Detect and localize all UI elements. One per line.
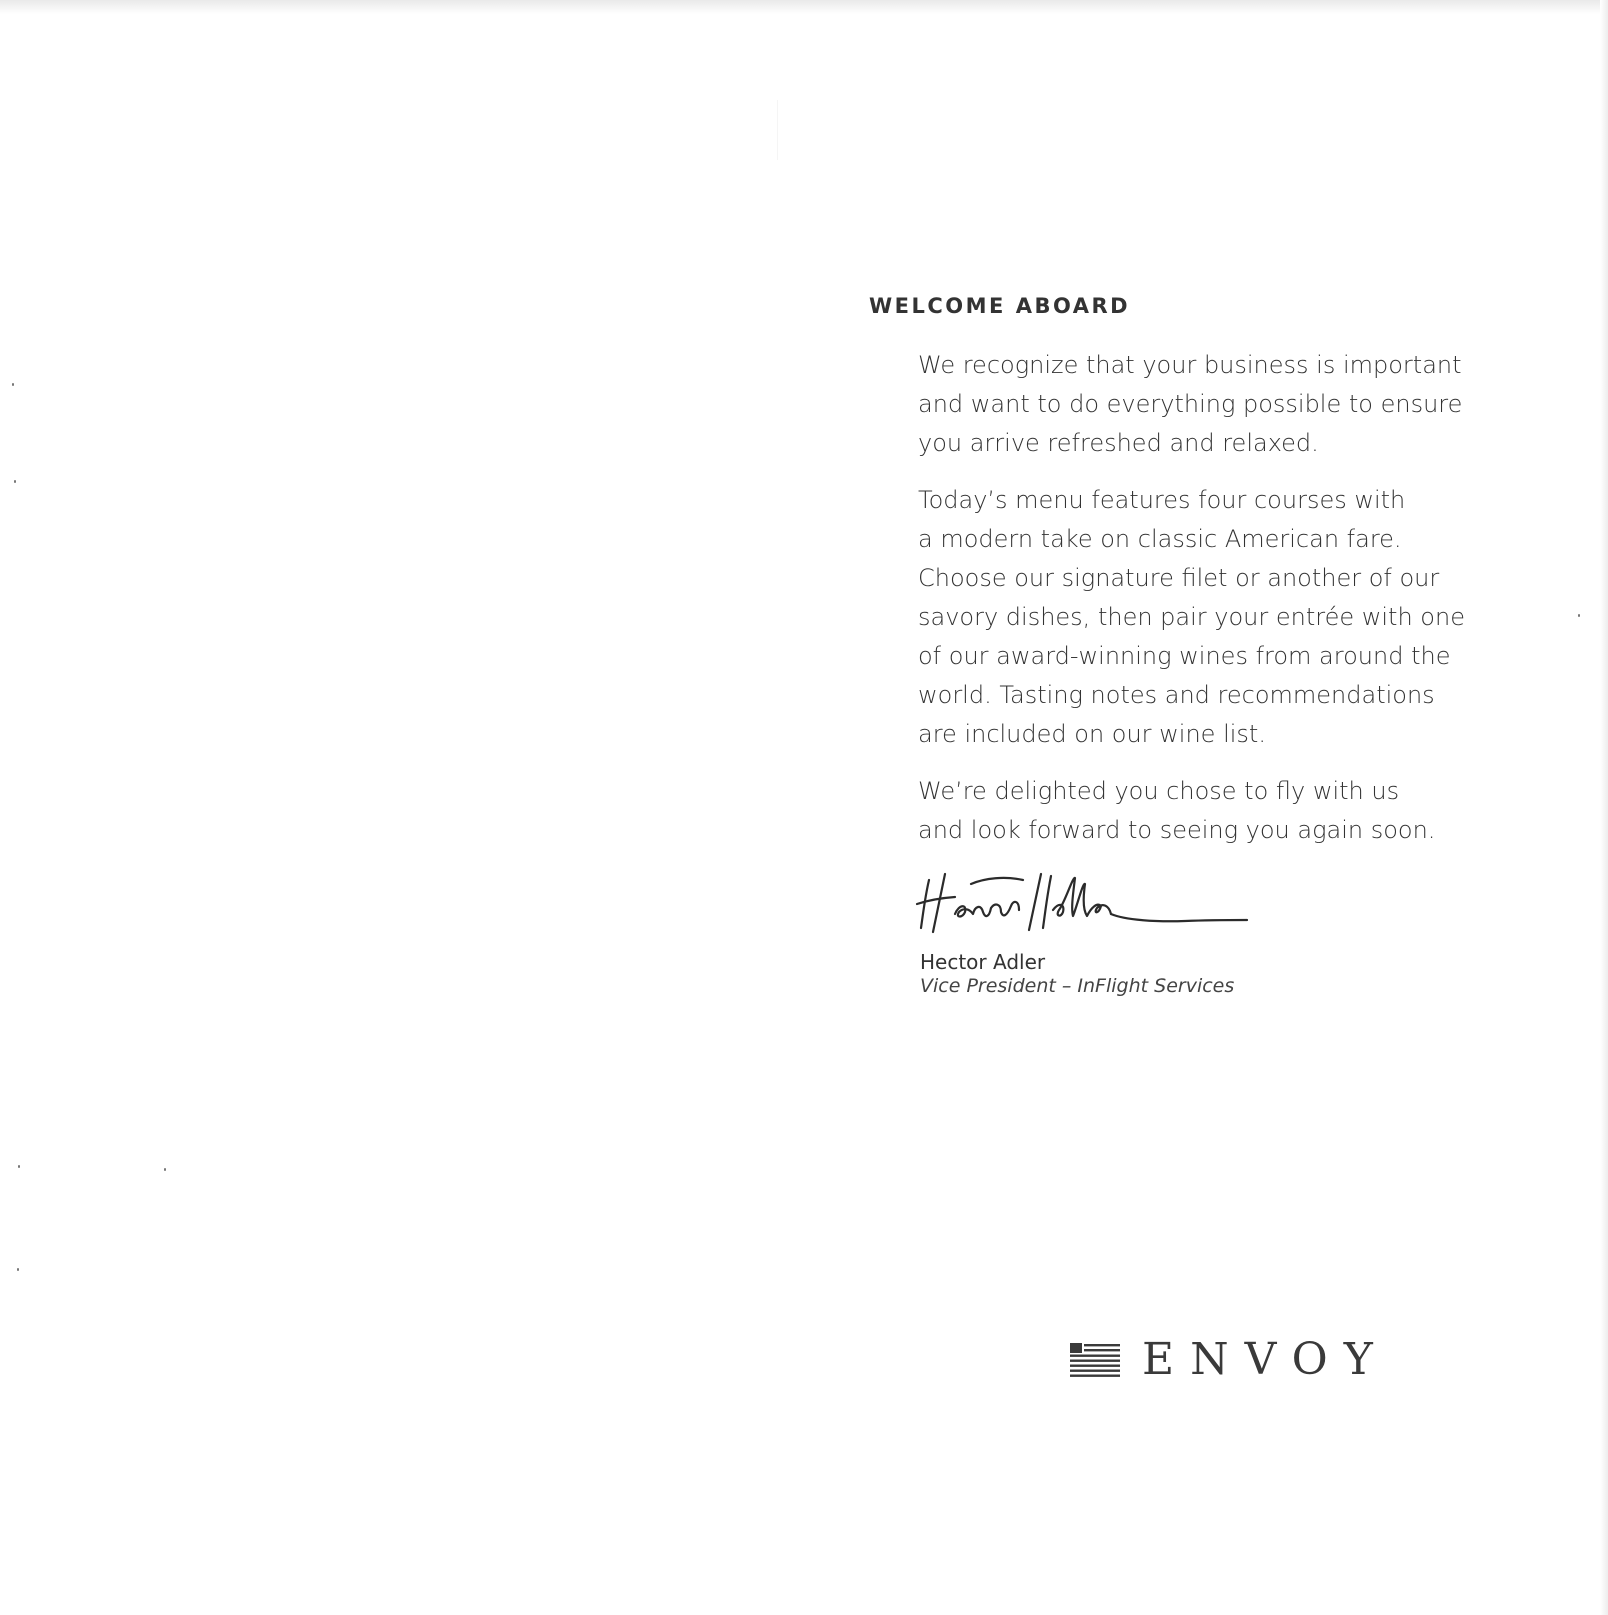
scan-speck	[18, 1165, 20, 1168]
scan-speck	[164, 1168, 166, 1171]
welcome-paragraph-1: We recognize that your business is important and want to do everything possible to ensure you arrive refreshed and relaxed.	[918, 351, 1463, 457]
welcome-paragraph-3: We’re delighted you chose to fly with us and look forward to seeing you again soon.	[918, 777, 1436, 844]
scan-edge-top	[0, 0, 1608, 14]
flag-icon	[1070, 1343, 1120, 1377]
brand-wordmark: ENVOY	[1142, 1334, 1389, 1385]
signer-title: Vice President – InFlight Services	[920, 975, 1235, 997]
scan-speck	[17, 1268, 19, 1271]
scan-edge-right	[1600, 0, 1608, 1615]
welcome-letter	[918, 346, 1478, 868]
fold-mark	[777, 100, 778, 160]
scan-speck	[14, 480, 16, 483]
handwritten-signature	[915, 862, 1255, 937]
scan-speck	[12, 383, 14, 386]
scan-speck	[1578, 614, 1580, 617]
signer-name: Hector Adler	[920, 950, 1046, 974]
envoy-logo	[1070, 1334, 1389, 1385]
welcome-heading: WELCOME ABOARD	[869, 294, 1131, 318]
welcome-paragraph-2: Today’s menu features four courses with a modern take on classic American fare. Choose our signature filet or another of our savory dishes, then pair your entrée with one of our award-winning wines from around the world. Tasting notes and recommendations are included on our wine list.	[918, 486, 1465, 748]
